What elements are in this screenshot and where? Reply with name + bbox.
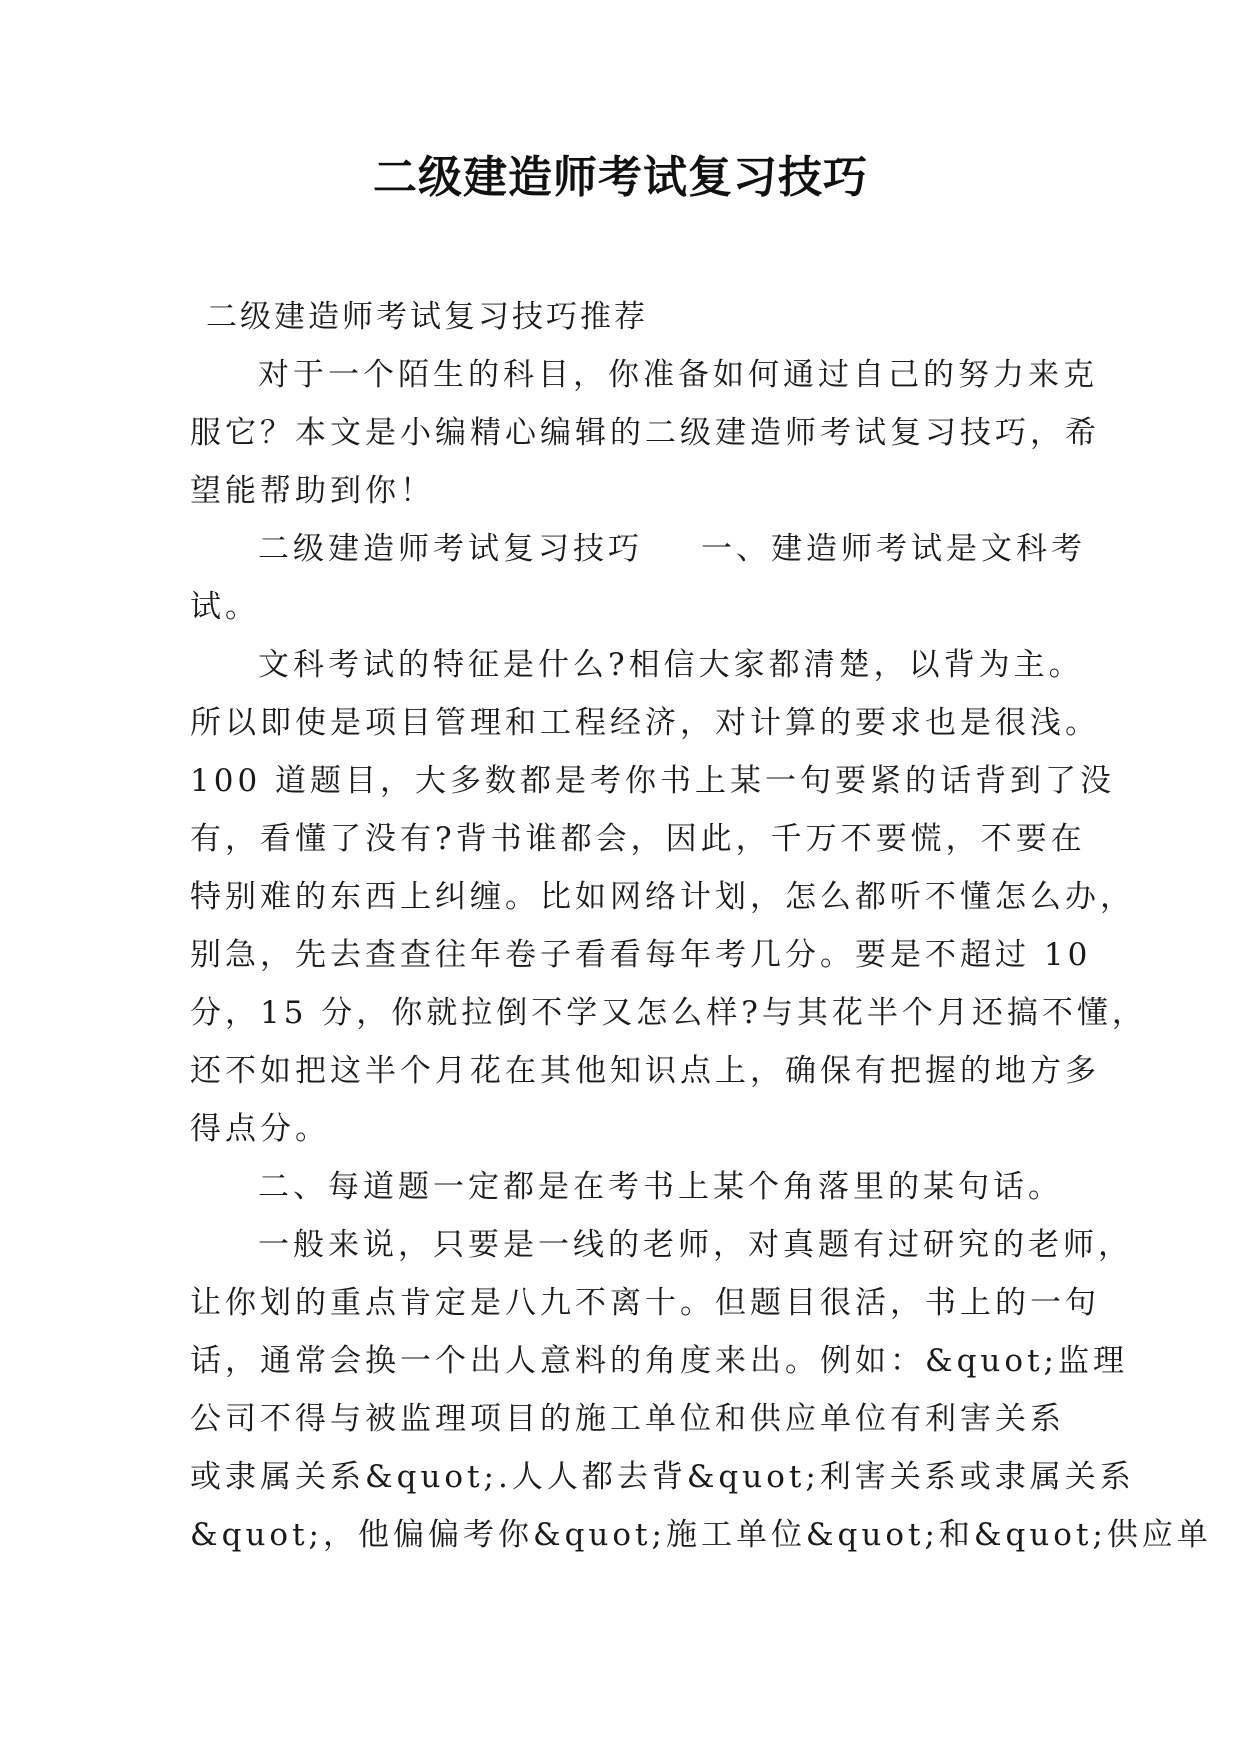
paragraph-line: 对于一个陌生的科目，你准备如何通过自己的努力来克 <box>258 357 1098 393</box>
section-heading-line: 二、每道题一定都是在考书上某个角落里的某句话。 <box>258 1169 1063 1205</box>
section-heading-label: 二级建造师考试复习技巧 <box>258 531 643 567</box>
paragraph-line: 公司不得与被监理项目的施工单位和供应单位有利害关系 <box>190 1401 1065 1437</box>
document-title: 二级建造师考试复习技巧 <box>373 152 868 203</box>
paragraph-line: 得点分。 <box>190 1111 330 1147</box>
paragraph-line: 文科考试的特征是什么?相信大家都清楚，以背为主。 <box>258 647 1084 683</box>
paragraph-line: 让你划的重点肯定是八九不离十。但题目很活，书上的一句 <box>190 1285 1100 1321</box>
section-heading-line <box>190 520 1086 578</box>
document-body <box>190 346 1212 1564</box>
document-subheading: 二级建造师考试复习技巧推荐 <box>206 299 648 335</box>
paragraph-line: 望能帮助到你！ <box>190 473 435 509</box>
section-heading-point: 一、建造师考试是文科考 <box>701 531 1086 567</box>
paragraph-line: 或隶属关系&quot;.人人都去背&quot;利害关系或隶属关系 <box>190 1459 1135 1495</box>
paragraph-line: 还不如把这半个月花在其他知识点上，确保有把握的地方多 <box>190 1053 1100 1089</box>
paragraph-line: 有，看懂了没有?背书谁都会，因此，千万不要慌，不要在 <box>190 821 1086 857</box>
paragraph-line: 所以即使是项目管理和工程经济，对计算的要求也是很浅。 <box>190 705 1100 741</box>
paragraph-line: 100 道题目，大多数都是考你书上某一句要紧的话背到了没 <box>190 763 1116 799</box>
paragraph-line: 服它？本文是小编精心编辑的二级建造师考试复习技巧，希 <box>190 415 1100 451</box>
paragraph-line: &quot;，他偏偏考你&quot;施工单位&quot;和&quot;供应单 <box>190 1517 1212 1553</box>
paragraph-line: 别急，先去查查往年卷子看看每年考几分。要是不超过 10 <box>190 937 1092 973</box>
paragraph-line: 一般来说，只要是一线的老师，对真题有过研究的老师， <box>258 1227 1133 1263</box>
paragraph-line: 特别难的东西上纠缠。比如网络计划，怎么都听不懂怎么办， <box>190 879 1135 915</box>
paragraph-line: 试。 <box>190 589 260 625</box>
paragraph-line: 分，15 分，你就拉倒不学又怎么样?与其花半个月还搞不懂， <box>190 995 1147 1031</box>
paragraph-line: 话，通常会换一个出人意料的角度来出。例如：&quot;监理 <box>190 1343 1128 1379</box>
